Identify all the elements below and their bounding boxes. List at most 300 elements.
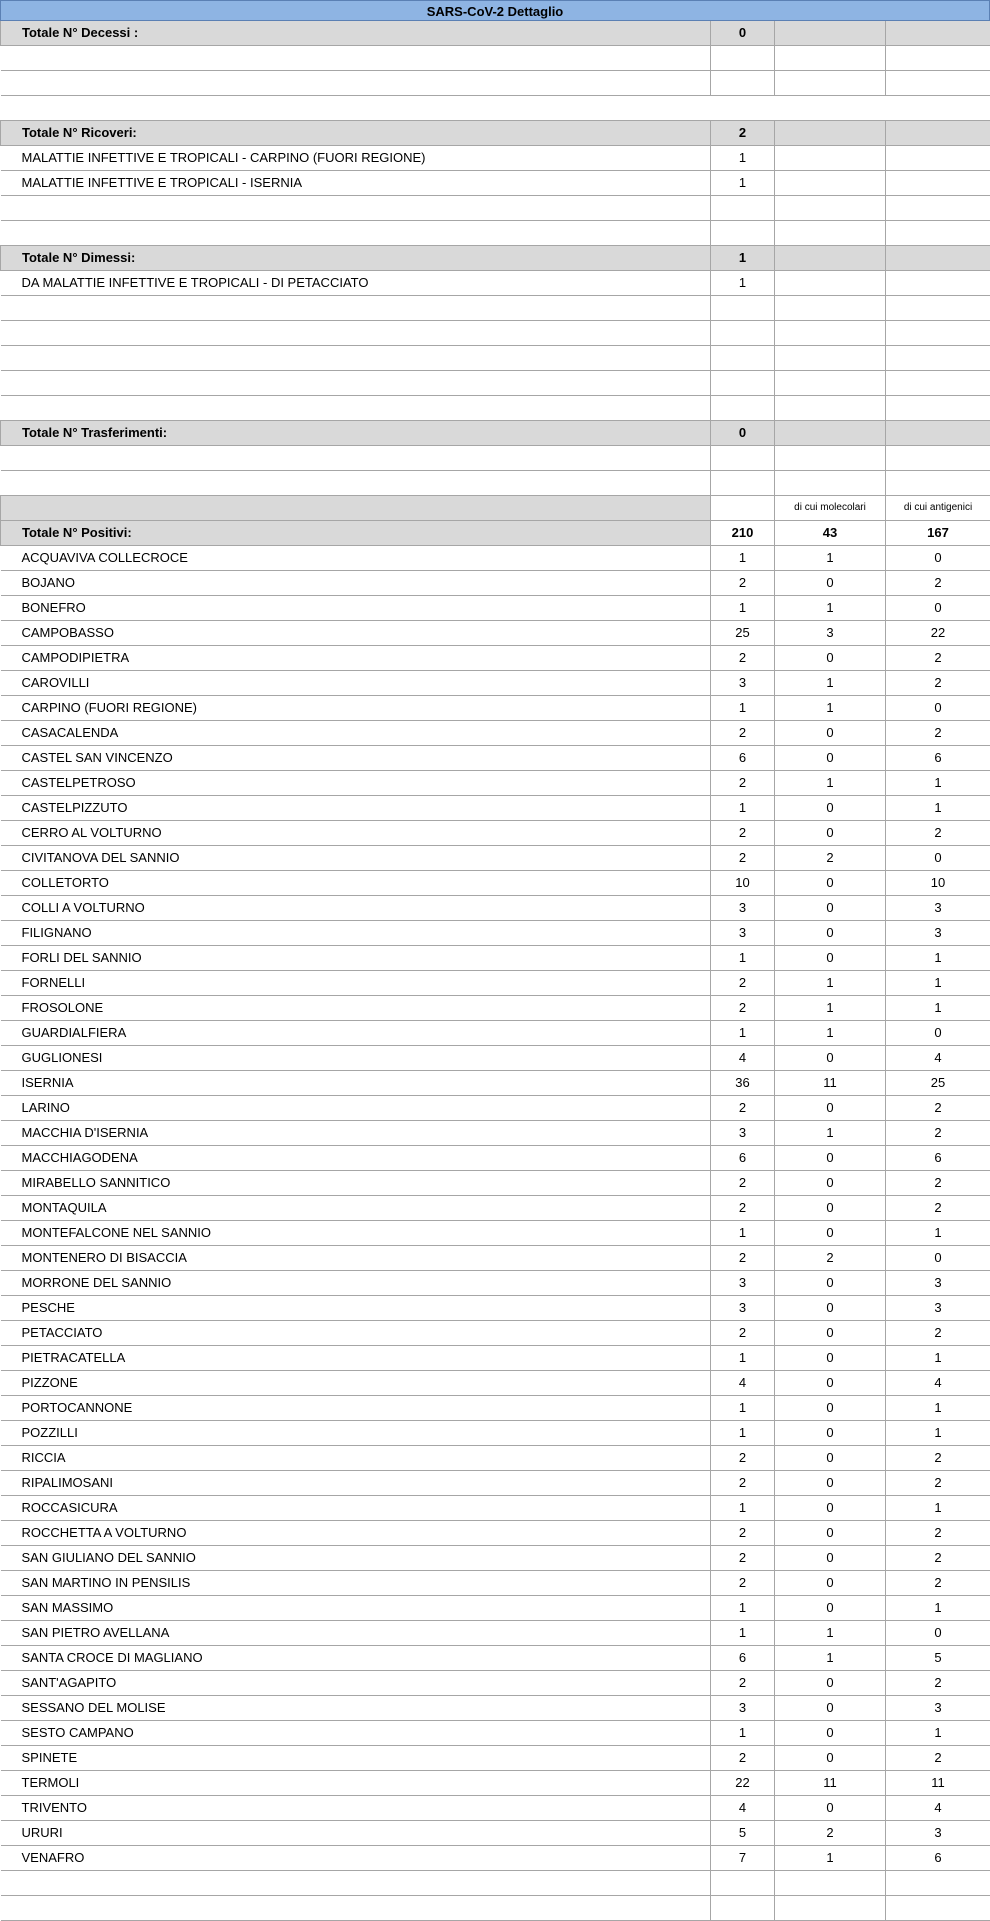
positivi-count: 3 <box>711 1296 775 1321</box>
antigenici-count: 2 <box>886 571 990 596</box>
molecolari-count: 1 <box>775 596 886 621</box>
antigenici-count: 10 <box>886 871 990 896</box>
antigenici-count: 5 <box>886 1646 990 1671</box>
positivi-count: 6 <box>711 1146 775 1171</box>
comune-name: CAMPODIPIETRA <box>1 646 711 671</box>
comune-name: TERMOLI <box>1 1771 711 1796</box>
molecolari-count: 0 <box>775 646 886 671</box>
positivi-count: 22 <box>711 1771 775 1796</box>
positivi-row <box>1 1221 990 1246</box>
comune-name: FORLI DEL SANNIO <box>1 946 711 971</box>
dimessi-total: 1 <box>711 246 775 271</box>
empty-cell <box>886 21 990 46</box>
empty-row <box>1 71 990 96</box>
comune-name: FILIGNANO <box>1 921 711 946</box>
molecolari-count: 0 <box>775 1346 886 1371</box>
comune-name: SAN MARTINO IN PENSILIS <box>1 1571 711 1596</box>
antigenici-count: 22 <box>886 621 990 646</box>
comune-name: ACQUAVIVA COLLECROCE <box>1 546 711 571</box>
antigenici-count: 2 <box>886 1571 990 1596</box>
positivi-row <box>1 1446 990 1471</box>
molecolari-count: 0 <box>775 746 886 771</box>
positivi-count: 36 <box>711 1071 775 1096</box>
positivi-row <box>1 996 990 1021</box>
positivi-count: 25 <box>711 621 775 646</box>
comune-name: MONTEFALCONE NEL SANNIO <box>1 1221 711 1246</box>
positivi-row <box>1 946 990 971</box>
positivi-count: 1 <box>711 1346 775 1371</box>
positivi-row <box>1 1421 990 1446</box>
positivi-row <box>1 1121 990 1146</box>
molecolari-count: 1 <box>775 1021 886 1046</box>
comune-name: PORTOCANNONE <box>1 1396 711 1421</box>
positivi-count: 2 <box>711 646 775 671</box>
antigenici-count: 2 <box>886 1096 990 1121</box>
empty-cell <box>775 121 886 146</box>
molecolari-count: 0 <box>775 1696 886 1721</box>
antigenici-count: 4 <box>886 1046 990 1071</box>
antigenici-count: 2 <box>886 821 990 846</box>
table-body <box>1 21 990 1921</box>
antigenici-count: 6 <box>886 746 990 771</box>
positivi-count: 6 <box>711 746 775 771</box>
molecolari-count: 0 <box>775 571 886 596</box>
antigenici-count: 1 <box>886 1496 990 1521</box>
positivi-count: 1 <box>711 546 775 571</box>
molecolari-count: 0 <box>775 1421 886 1446</box>
antigenici-count: 1 <box>886 1346 990 1371</box>
molecolari-count: 0 <box>775 1496 886 1521</box>
antigenici-count: 1 <box>886 1396 990 1421</box>
sheet-title: SARS-CoV-2 Dettaglio <box>0 0 990 21</box>
antigenici-count: 2 <box>886 1171 990 1196</box>
decessi-header-row <box>1 21 990 46</box>
molecolari-count: 1 <box>775 771 886 796</box>
antigenici-count: 0 <box>886 846 990 871</box>
antigenici-count: 1 <box>886 1721 990 1746</box>
positivi-row <box>1 746 990 771</box>
positivi-row <box>1 1346 990 1371</box>
antigenici-count: 1 <box>886 1221 990 1246</box>
positivi-row <box>1 1496 990 1521</box>
comune-name: URURI <box>1 1821 711 1846</box>
positivi-row <box>1 1171 990 1196</box>
positivi-count: 6 <box>711 1646 775 1671</box>
positivi-count: 3 <box>711 896 775 921</box>
positivi-row <box>1 1071 990 1096</box>
antigenici-count: 3 <box>886 896 990 921</box>
empty-row <box>1 321 990 346</box>
positivi-count: 1 <box>711 1621 775 1646</box>
trasferimenti-header-row <box>1 421 990 446</box>
positivi-count: 1 <box>711 1221 775 1246</box>
positivi-row <box>1 1821 990 1846</box>
comune-name: SANT'AGAPITO <box>1 1671 711 1696</box>
comune-name: GUGLIONESI <box>1 1046 711 1071</box>
positivi-row <box>1 1721 990 1746</box>
positivi-row <box>1 646 990 671</box>
positivi-count: 3 <box>711 921 775 946</box>
antigenici-count: 11 <box>886 1771 990 1796</box>
antigenici-count: 3 <box>886 1821 990 1846</box>
antigenici-count: 2 <box>886 1471 990 1496</box>
empty-row <box>1 1871 990 1896</box>
molecolari-count: 0 <box>775 871 886 896</box>
molecolari-count: 0 <box>775 1096 886 1121</box>
molecolari-count: 0 <box>775 1371 886 1396</box>
antigenici-count: 3 <box>886 1271 990 1296</box>
positivi-row <box>1 1196 990 1221</box>
antigenici-count: 2 <box>886 646 990 671</box>
antigenici-count: 4 <box>886 1796 990 1821</box>
comune-name: LARINO <box>1 1096 711 1121</box>
comune-name: SAN GIULIANO DEL SANNIO <box>1 1546 711 1571</box>
molecolari-count: 0 <box>775 821 886 846</box>
antigenici-count: 1 <box>886 1421 990 1446</box>
comune-name: MACCHIAGODENA <box>1 1146 711 1171</box>
positivi-count: 3 <box>711 1121 775 1146</box>
molecolari-count: 0 <box>775 921 886 946</box>
empty-row <box>1 296 990 321</box>
dimessi-header-row <box>1 246 990 271</box>
antigenici-count: 2 <box>886 671 990 696</box>
positivi-count: 2 <box>711 1246 775 1271</box>
ricoveri-row <box>1 171 990 196</box>
ricoveri-item-name: MALATTIE INFETTIVE E TROPICALI - ISERNIA <box>1 171 711 196</box>
col-molecolari-header: di cui molecolari <box>775 496 886 521</box>
empty-row <box>1 471 990 496</box>
positivi-row <box>1 1696 990 1721</box>
positivi-row <box>1 1571 990 1596</box>
ricoveri-total: 2 <box>711 121 775 146</box>
molecolari-count: 1 <box>775 1646 886 1671</box>
comune-name: ROCCHETTA A VOLTURNO <box>1 1521 711 1546</box>
positivi-row <box>1 1546 990 1571</box>
comune-name: FROSOLONE <box>1 996 711 1021</box>
positivi-count: 2 <box>711 771 775 796</box>
dimessi-label: Totale N° Dimessi: <box>1 246 711 271</box>
ricoveri-item-value: 1 <box>711 146 775 171</box>
positivi-row <box>1 721 990 746</box>
spacer-row <box>1 96 990 121</box>
positivi-count: 4 <box>711 1046 775 1071</box>
comune-name: CERRO AL VOLTURNO <box>1 821 711 846</box>
comune-name: POZZILLI <box>1 1421 711 1446</box>
antigenici-count: 1 <box>886 996 990 1021</box>
comune-name: MONTENERO DI BISACCIA <box>1 1246 711 1271</box>
positivi-row <box>1 1596 990 1621</box>
antigenici-count: 2 <box>886 1446 990 1471</box>
positivi-count: 1 <box>711 1496 775 1521</box>
antigenici-count: 2 <box>886 1546 990 1571</box>
empty-row <box>1 346 990 371</box>
comune-name: BOJANO <box>1 571 711 596</box>
positivi-count: 2 <box>711 821 775 846</box>
comune-name: SAN MASSIMO <box>1 1596 711 1621</box>
molecolari-count: 0 <box>775 1046 886 1071</box>
comune-name: PIETRACATELLA <box>1 1346 711 1371</box>
comune-name: GUARDIALFIERA <box>1 1021 711 1046</box>
molecolari-count: 0 <box>775 1321 886 1346</box>
empty-row <box>1 196 990 221</box>
molecolari-count: 0 <box>775 1671 886 1696</box>
detail-table <box>0 21 990 1921</box>
positivi-row <box>1 1046 990 1071</box>
comune-name: MORRONE DEL SANNIO <box>1 1271 711 1296</box>
positivi-count: 2 <box>711 1471 775 1496</box>
molecolari-count: 0 <box>775 1196 886 1221</box>
decessi-label: Totale N° Decessi : <box>1 21 711 46</box>
positivi-count: 2 <box>711 1546 775 1571</box>
antigenici-count: 2 <box>886 1521 990 1546</box>
positivi-total: 210 <box>711 521 775 546</box>
molecolari-count: 0 <box>775 1171 886 1196</box>
empty-row <box>1 446 990 471</box>
molecolari-count: 0 <box>775 1471 886 1496</box>
positivi-count: 3 <box>711 671 775 696</box>
positivi-row <box>1 1096 990 1121</box>
comune-name: CIVITANOVA DEL SANNIO <box>1 846 711 871</box>
comune-name: CASACALENDA <box>1 721 711 746</box>
positivi-row <box>1 1396 990 1421</box>
positivi-row <box>1 1471 990 1496</box>
antigenici-count: 1 <box>886 971 990 996</box>
positivi-row <box>1 1521 990 1546</box>
positivi-row <box>1 1296 990 1321</box>
comune-name: FORNELLI <box>1 971 711 996</box>
positivi-row <box>1 821 990 846</box>
comune-name: COLLI A VOLTURNO <box>1 896 711 921</box>
comune-name: CAMPOBASSO <box>1 621 711 646</box>
comune-name: BONEFRO <box>1 596 711 621</box>
molecolari-count: 2 <box>775 1246 886 1271</box>
positivi-row <box>1 1846 990 1871</box>
positivi-total-molecolari: 43 <box>775 521 886 546</box>
positivi-row <box>1 1746 990 1771</box>
positivi-row <box>1 1796 990 1821</box>
antigenici-count: 0 <box>886 1021 990 1046</box>
molecolari-count: 0 <box>775 1546 886 1571</box>
positivi-total-row <box>1 521 990 546</box>
molecolari-count: 2 <box>775 1821 886 1846</box>
comune-name: CARPINO (FUORI REGIONE) <box>1 696 711 721</box>
positivi-count: 4 <box>711 1371 775 1396</box>
comune-name: PIZZONE <box>1 1371 711 1396</box>
molecolari-count: 0 <box>775 721 886 746</box>
positivi-row <box>1 1271 990 1296</box>
positivi-count: 5 <box>711 1821 775 1846</box>
positivi-count: 1 <box>711 946 775 971</box>
empty-row <box>1 221 990 246</box>
positivi-count: 1 <box>711 596 775 621</box>
positivi-row <box>1 1371 990 1396</box>
antigenici-count: 3 <box>886 921 990 946</box>
antigenici-count: 0 <box>886 1246 990 1271</box>
antigenici-count: 2 <box>886 1671 990 1696</box>
comune-name: VENAFRO <box>1 1846 711 1871</box>
empty-row <box>1 46 990 71</box>
molecolari-count: 0 <box>775 1146 886 1171</box>
molecolari-count: 0 <box>775 1521 886 1546</box>
ricoveri-row <box>1 146 990 171</box>
comune-name: RICCIA <box>1 1446 711 1471</box>
antigenici-count: 6 <box>886 1846 990 1871</box>
positivi-column-header-row <box>1 496 990 521</box>
positivi-row <box>1 1321 990 1346</box>
col-antigenici-header: di cui antigenici <box>886 496 990 521</box>
comune-name: MIRABELLO SANNITICO <box>1 1171 711 1196</box>
molecolari-count: 2 <box>775 846 886 871</box>
comune-name: CAROVILLI <box>1 671 711 696</box>
positivi-count: 2 <box>711 1171 775 1196</box>
positivi-count: 1 <box>711 696 775 721</box>
positivi-count: 1 <box>711 796 775 821</box>
positivi-row <box>1 1771 990 1796</box>
antigenici-count: 3 <box>886 1296 990 1321</box>
comune-name: RIPALIMOSANI <box>1 1471 711 1496</box>
empty-row <box>1 1896 990 1921</box>
molecolari-count: 0 <box>775 1446 886 1471</box>
positivi-count: 1 <box>711 1596 775 1621</box>
trasferimenti-label: Totale N° Trasferimenti: <box>1 421 711 446</box>
comune-name: CASTELPETROSO <box>1 771 711 796</box>
comune-name: SPINETE <box>1 1746 711 1771</box>
positivi-row <box>1 871 990 896</box>
decessi-total: 0 <box>711 21 775 46</box>
antigenici-count: 1 <box>886 1596 990 1621</box>
antigenici-count: 2 <box>886 1196 990 1221</box>
positivi-row <box>1 696 990 721</box>
antigenici-count: 2 <box>886 1121 990 1146</box>
molecolari-count: 0 <box>775 1746 886 1771</box>
molecolari-count: 0 <box>775 1221 886 1246</box>
molecolari-count: 11 <box>775 1771 886 1796</box>
positivi-label: Totale N° Positivi: <box>1 521 711 546</box>
positivi-count: 2 <box>711 996 775 1021</box>
comune-name: TRIVENTO <box>1 1796 711 1821</box>
comune-name: ROCCASICURA <box>1 1496 711 1521</box>
antigenici-count: 2 <box>886 1321 990 1346</box>
positivi-row <box>1 596 990 621</box>
positivi-count: 3 <box>711 1696 775 1721</box>
molecolari-count: 0 <box>775 1296 886 1321</box>
molecolari-count: 0 <box>775 1571 886 1596</box>
empty-cell <box>775 21 886 46</box>
antigenici-count: 0 <box>886 696 990 721</box>
antigenici-count: 3 <box>886 1696 990 1721</box>
molecolari-count: 0 <box>775 1721 886 1746</box>
antigenici-count: 0 <box>886 546 990 571</box>
positivi-count: 2 <box>711 1671 775 1696</box>
molecolari-count: 1 <box>775 996 886 1021</box>
molecolari-count: 1 <box>775 1621 886 1646</box>
trasferimenti-total: 0 <box>711 421 775 446</box>
molecolari-count: 0 <box>775 1396 886 1421</box>
antigenici-count: 4 <box>886 1371 990 1396</box>
positivi-count: 2 <box>711 1196 775 1221</box>
positivi-count: 7 <box>711 1846 775 1871</box>
antigenici-count: 0 <box>886 596 990 621</box>
empty-row <box>1 371 990 396</box>
positivi-row <box>1 1246 990 1271</box>
positivi-row <box>1 1621 990 1646</box>
ricoveri-label: Totale N° Ricoveri: <box>1 121 711 146</box>
molecolari-count: 0 <box>775 1271 886 1296</box>
positivi-row <box>1 1146 990 1171</box>
comune-name: SANTA CROCE DI MAGLIANO <box>1 1646 711 1671</box>
positivi-row <box>1 621 990 646</box>
ricoveri-item-name: MALATTIE INFETTIVE E TROPICALI - CARPINO (FUORI REGIONE) <box>1 146 711 171</box>
comune-name: PETACCIATO <box>1 1321 711 1346</box>
comune-name: MACCHIA D'ISERNIA <box>1 1121 711 1146</box>
positivi-count: 2 <box>711 721 775 746</box>
antigenici-count: 2 <box>886 721 990 746</box>
positivi-row <box>1 546 990 571</box>
positivi-total-antigenici: 167 <box>886 521 990 546</box>
antigenici-count: 0 <box>886 1621 990 1646</box>
molecolari-count: 0 <box>775 896 886 921</box>
positivi-row <box>1 796 990 821</box>
positivi-count: 2 <box>711 846 775 871</box>
antigenici-count: 1 <box>886 946 990 971</box>
empty-row <box>1 396 990 421</box>
positivi-count: 2 <box>711 1096 775 1121</box>
positivi-row <box>1 1671 990 1696</box>
positivi-count: 1 <box>711 1421 775 1446</box>
comune-name: COLLETORTO <box>1 871 711 896</box>
positivi-row <box>1 1021 990 1046</box>
dimessi-item-name: DA MALATTIE INFETTIVE E TROPICALI - DI PETACCIATO <box>1 271 711 296</box>
molecolari-count: 1 <box>775 1121 886 1146</box>
positivi-row <box>1 896 990 921</box>
positivi-count: 1 <box>711 1396 775 1421</box>
comune-name: PESCHE <box>1 1296 711 1321</box>
positivi-row <box>1 971 990 996</box>
positivi-count: 4 <box>711 1796 775 1821</box>
dimessi-item-value: 1 <box>711 271 775 296</box>
empty-cell <box>886 121 990 146</box>
positivi-count: 2 <box>711 1321 775 1346</box>
positivi-count: 2 <box>711 1571 775 1596</box>
comune-name: CASTEL SAN VINCENZO <box>1 746 711 771</box>
dimessi-row <box>1 271 990 296</box>
molecolari-count: 1 <box>775 546 886 571</box>
molecolari-count: 0 <box>775 1796 886 1821</box>
positivi-count: 2 <box>711 971 775 996</box>
positivi-row <box>1 846 990 871</box>
comune-name: ISERNIA <box>1 1071 711 1096</box>
comune-name: SESTO CAMPANO <box>1 1721 711 1746</box>
positivi-count: 1 <box>711 1721 775 1746</box>
comune-name: SESSANO DEL MOLISE <box>1 1696 711 1721</box>
positivi-count: 2 <box>711 1521 775 1546</box>
positivi-count: 10 <box>711 871 775 896</box>
positivi-count: 3 <box>711 1271 775 1296</box>
molecolari-count: 0 <box>775 796 886 821</box>
antigenici-count: 6 <box>886 1146 990 1171</box>
positivi-count: 1 <box>711 1021 775 1046</box>
positivi-row <box>1 671 990 696</box>
antigenici-count: 2 <box>886 1746 990 1771</box>
comune-name: MONTAQUILA <box>1 1196 711 1221</box>
positivi-count: 2 <box>711 1746 775 1771</box>
molecolari-count: 0 <box>775 1596 886 1621</box>
comune-name: SAN PIETRO AVELLANA <box>1 1621 711 1646</box>
molecolari-count: 3 <box>775 621 886 646</box>
molecolari-count: 1 <box>775 971 886 996</box>
molecolari-count: 11 <box>775 1071 886 1096</box>
comune-name: CASTELPIZZUTO <box>1 796 711 821</box>
